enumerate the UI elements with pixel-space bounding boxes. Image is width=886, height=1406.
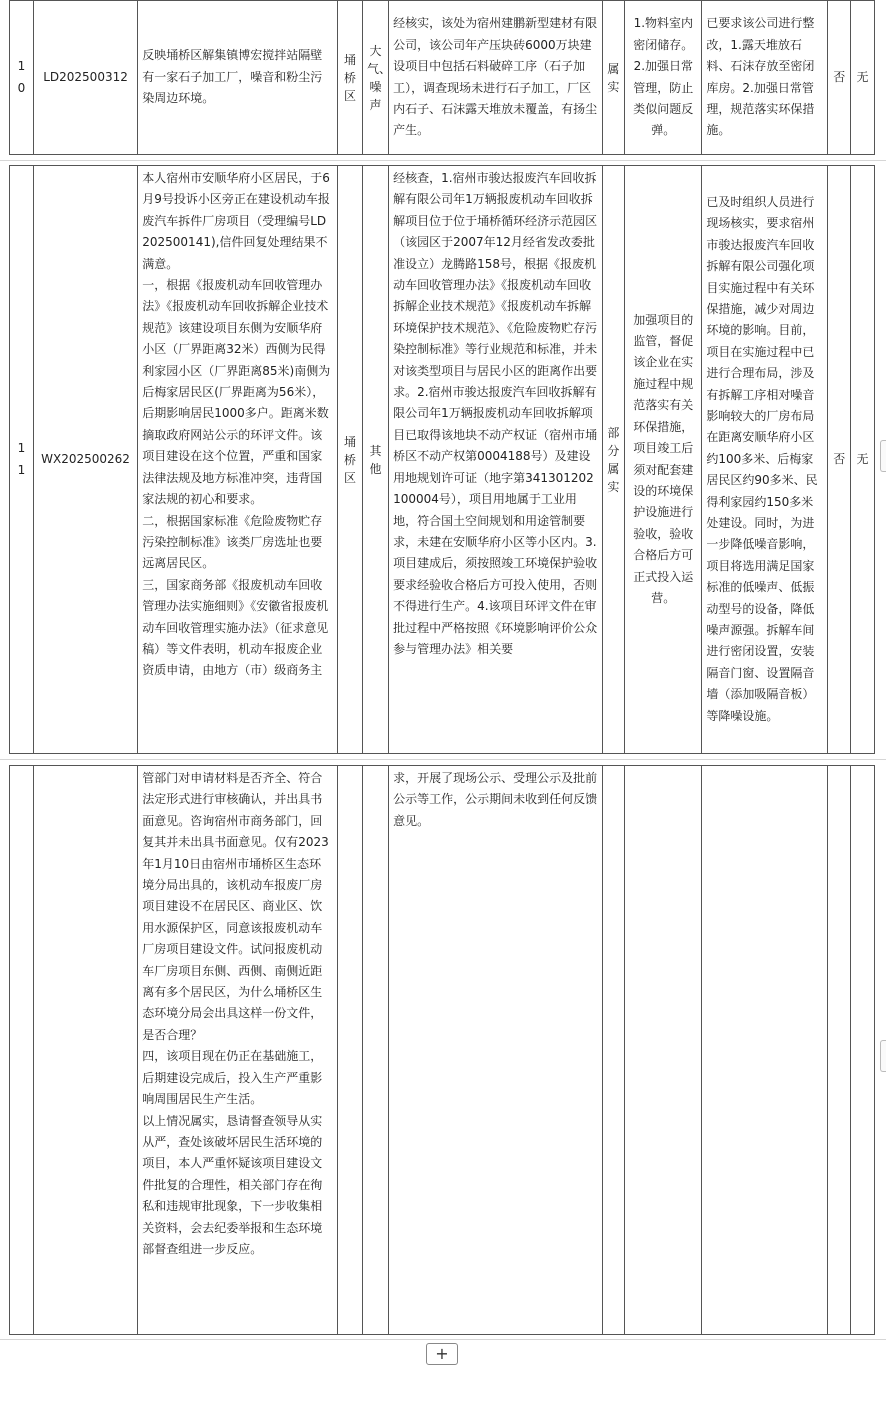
table-row: [10, 766, 875, 1335]
investigation-result: 经核实，该处为宿州建鹏新型建材有限公司，该公司年产压块砖6000万块建设项目中包括石料破碎工序（石子加工），调查现场未进行石子加工，厂区内石子、石沫露天堆放未覆盖，有扬尘产生。: [389, 1, 602, 155]
description-paragraph: 本人宿州市安顺华府小区居民，于6月9号投诉小区旁正在建设机动车报废汽车拆件厂房项目（受理编号LD202500141),信件回复处理结果不满意。: [142, 171, 330, 271]
investigation-result: 求，开展了现场公示、受理公示及批前公示等工作，公示期间未收到任何反馈意见。: [389, 766, 602, 1335]
handling-response: [702, 766, 828, 1335]
remarks: 无: [851, 166, 875, 754]
description-paragraph: 一，根据《报废机动车回收管理办法》《报废机动车回收拆解企业技术规范》该建设项目东侧为安顺华府小区（厂界距离32米）西侧为民得利家园小区（厂界距离85米)南侧为后梅家居民区(厂界距离为56米），后期影响居民1000多户。距离米数摘取政府网站公示的环评文件。该项目建设在这个位置，严重和国家法律法规及地方标准冲突，违背国家法规的初心和要求。: [142, 278, 331, 507]
district: 埇桥区: [338, 1, 363, 155]
case-code: LD202500312: [33, 1, 137, 155]
truth-status: 部分属实: [602, 166, 625, 754]
description-paragraph: 管部门对申请材料是否齐全、符合法定形式进行审核确认，并出具书面意见。咨询宿州市商务部门，回复其并未出具书面意见。仅有2023年1月10日由宿州市埇桥区生态环境分局出具的，该机动车报废厂房项目建设不在居民区、商业区、饮用水源保护区，同意该报废机动车厂房项目建设文件。试问报废机动车厂房项目东侧、西侧、南侧近距离有多个居民区，为什么埇桥区生态环境分局会出具这样一份文件，是否合理？: [142, 771, 329, 1042]
table-page-2: [9, 165, 875, 754]
rectification-measures: 1.物料室内密闭储存。2.加强日常管理，防止类似问题反弹。: [625, 1, 702, 155]
district: [338, 766, 363, 1335]
description-paragraph: 二，根据国家标准《危险废物贮存污染控制标准》该类厂房选址也要远离居民区。: [142, 513, 323, 571]
pollution-type: 大气、噪声: [363, 1, 389, 155]
complaint-description: [138, 766, 338, 1335]
side-scroll-handle[interactable]: [880, 1040, 886, 1072]
rectification-measures: [625, 766, 702, 1335]
description-paragraph: 三，国家商务部《报废机动车回收管理办法实施细则》《安徽省报废机动车回收管理实施办法》（征求意见稿）等文件表明，机动车报废企业资质申请，由地方（市）级商务主: [142, 577, 329, 678]
page-separator: [0, 160, 886, 161]
truth-status: 属实: [602, 1, 625, 155]
exposed-flag: [828, 766, 851, 1335]
rectification-measures: 加强项目的监管，督促该企业在实施过程中规范落实有关环保措施，项目竣工后须对配套建设的环境保护设施进行验收，验收合格后方可正式投入运营。: [625, 166, 702, 754]
table-page-1: [9, 0, 875, 155]
page-separator: [0, 1339, 886, 1340]
case-code: [33, 766, 137, 1335]
complaint-description: [138, 166, 338, 754]
add-row-button[interactable]: +: [426, 1343, 458, 1365]
table-page-3: [9, 765, 875, 1335]
exposed-flag: 否: [828, 166, 851, 754]
investigation-result: 经核查，1.宿州市骏达报废汽车回收拆解有限公司年1万辆报废机动车回收拆解项目位于位于埇桥循环经济示范园区（该园区于2007年12月经省发改委批准设立）龙腾路158号，根据《报废机动车回收管理办法》《报废机动车回收拆解企业技术规范》《报废机动车拆解环境保护技术规范》、《危险废物贮存污染控制标准》等行业规范和标准，并未对该类型项目与居民小区的距离作出要求。2.宿州市骏达报废汽车回收拆解有限公司年1万辆报废机动车回收拆解项目已取得该地块不动产权证（宿州市埇桥区不动产权第0004188号）及建设用地规划许可证（地字第341301202100004号），项目用地属于工业用地，符合国土空间规划和用途管制要求，未建在安顺华府小区等小区内。3.项目建成后，须按照竣工环境保护验收要求经验收合格后方可投入使用，否则不得进行生产。4.该项目环评文件在审批过程中严格按照《环境影响评价公众参与管理办法》相关要: [389, 166, 602, 754]
complaint-table: [9, 165, 875, 754]
description-paragraph: 四，该项目现在仍正在基础施工，后期建设完成后，投入生产严重影响周围居民生产生活。: [142, 1049, 323, 1107]
complaint-table: [9, 0, 875, 155]
row-number: [10, 766, 34, 1335]
case-code: WX202500262: [33, 166, 137, 754]
description-paragraph: 以上情况属实，恳请督查领导从实从严，查处该破坏居民生活环境的项目，本人严重怀疑该项目建设文件批复的合理性，相关部门存在徇私和违规审批现象，下一步收集相关资料，会去纪委举报和生态环境部督查组进一步反应。: [142, 1113, 323, 1256]
complaint-description: 反映埇桥区解集镇博宏搅拌站隔壁有一家石子加工厂，噪音和粉尘污染周边环境。: [138, 1, 338, 155]
exposed-flag: 否: [828, 1, 851, 155]
remarks: [851, 766, 875, 1335]
table-row: [10, 166, 875, 754]
side-scroll-handle[interactable]: [880, 440, 886, 472]
row-number: 11: [10, 166, 34, 754]
handling-response: 已及时组织人员进行现场核实，要求宿州市骏达报废汽车回收拆解有限公司强化项目实施过程中有关环保措施，减少对周边环境的影响。目前，项目在实施过程中已进行合理布局，涉及有拆解工序相对噪音影响较大的厂房布局在距离安顺华府小区约100多米、后梅家居民区约90多米、民得利家园约150多米处建设。同时，为进一步降低噪音影响，项目将选用满足国家标准的低噪声、低振动型号的设备，降低噪声源强。拆解车间进行密闭设置，安装隔音门窗、设置隔音墙（添加吸隔音板）等降噪设施。: [702, 166, 828, 754]
truth-status: [602, 766, 625, 1335]
complaint-table: [9, 765, 875, 1335]
district: 埇桥区: [338, 166, 363, 754]
row-number: 10: [10, 1, 34, 155]
pollution-type: [363, 766, 389, 1335]
handling-response: 已要求该公司进行整改，1.露天堆放石料、石沫存放至密闭库房。2.加强日常管理，规范落实环保措施。: [702, 1, 828, 155]
pollution-type: 其他: [363, 166, 389, 754]
page-separator: [0, 759, 886, 760]
remarks: 无: [851, 1, 875, 155]
table-row: [10, 1, 875, 155]
